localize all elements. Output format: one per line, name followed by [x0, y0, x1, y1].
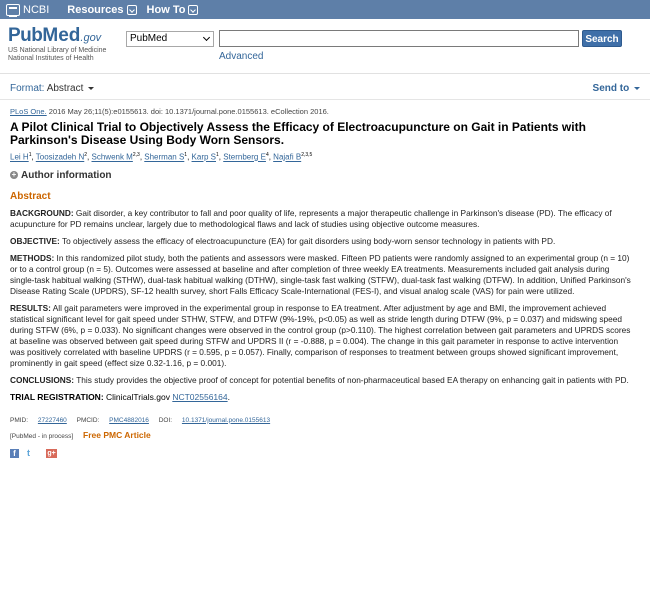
pubmed-status: [PubMed - in process]	[10, 432, 74, 440]
author-link[interactable]: Sternberg E	[223, 152, 266, 162]
resources-menu[interactable]	[67, 4, 136, 16]
trial-end: .	[227, 391, 230, 402]
caret-down-icon	[634, 87, 640, 90]
citation	[10, 107, 635, 116]
format-label: Format:	[10, 83, 45, 94]
abstract-section-text: All gait parameters were improved in the experimental group in response to EA treatment. After adjustment by age and BMI, the improvement achieved statistical significant level for gait speed under STHW, STFW, and DTFW (9%-19%, p<0.05) as well as stride length during DTFW (9%, p = 0.037) and midswing speed during STFW (6%, p = 0.033). No significant changes were observed in the control group (p>0.110). The highest correlation between gait parameters and UPRDS scores at baseline was observed between gait speed during STFW and UPDRS II (r = -0.888, p = 0.004). The change in this gait parameter in response to active intervention was positively correlated with baseline UPDRS (r = 0.595, p = 0.057). Finally, comparison of responses to treatment between groups showed significant improvement, prominently in gait speed (effect size 0.32-1.16, p = 0.001).	[10, 302, 631, 368]
author-info-label: Author information	[21, 169, 112, 181]
logo-gov: .gov	[80, 32, 102, 44]
pmcid-link[interactable]: PMC4882016	[109, 416, 149, 424]
trial-registry-name: ClinicalTrials.gov	[103, 391, 173, 402]
author-affiliation-number: 1	[184, 152, 188, 158]
pmcid-label: PMCID:	[76, 416, 100, 424]
chevron-down-icon	[203, 34, 210, 41]
author-information-toggle[interactable]	[10, 170, 635, 181]
facebook-icon[interactable]: f	[10, 449, 19, 458]
author-list: Lei $H^1$, Toosizadeh $N^2$, Schwenk M$^{2,3}$, Sherman $S^1$, Karp $S^1$, Sternberg $E^4$, Najafi B$^{2,3,5}$	[10, 152, 313, 162]
howto-label: How To	[146, 3, 186, 16]
abstract-section-label: OBJECTIVE:	[10, 235, 60, 246]
trial-id-link[interactable]: NCT02556164	[172, 391, 228, 402]
advanced-search-link[interactable]: Advanced	[219, 51, 264, 62]
author-affiliation-number: 1	[216, 152, 219, 158]
resources-label: Resources	[67, 3, 124, 16]
author-link[interactable]: Schwenk M	[91, 152, 133, 162]
ncbi-brand: NCBI	[23, 3, 50, 16]
author-affiliation-number: 1	[28, 152, 32, 158]
trial-registration	[10, 392, 635, 402]
doi-link[interactable]: 10.1371/journal.pone.0155613	[181, 416, 271, 424]
abstract-section-text: In this randomized pilot study, both the patients and assessors were masked. Fifteen PD patients were randomly assigned to an experimental group (n = 10) or to a control group (n = 5). Outcomes were assessed at baseline and after completion of three weekly EA treatments. Measurements included gait analysis during single-task habitual walking (STHW), dual-task habitual walking (DTHW), single-task fast walking (STFW), dual-task fast walking (DTFW). In addition, Unified Parkinson's Disease Rating Scale (UPDRS), SF-12 health survey, short Falls Efficacy Scale-International (FES-I), and visual analog scale (VAS) for pain were utilized.	[10, 252, 631, 296]
abstract-section-label: RESULTS:	[10, 302, 51, 313]
pmid-link[interactable]: 27227460	[37, 416, 67, 424]
send-to-dropdown[interactable]	[593, 83, 640, 94]
search-button[interactable]: Search	[582, 30, 622, 47]
pmid-label: PMID:	[10, 416, 29, 424]
abstract-section-text: This study provides the objective proof of concept for potential benefits of non-pharmaceutical based EA therapy on enhancing gait in patients with PD.	[74, 374, 629, 385]
abstract-paragraph	[10, 208, 635, 230]
abstract-sections	[10, 208, 635, 386]
abstract-section-label: METHODS:	[10, 252, 55, 263]
abstract-paragraph	[10, 253, 635, 297]
author-affiliation-number: 4	[265, 152, 269, 158]
logo-subtitle-nlm: US National Library of Medicine	[8, 47, 107, 54]
abstract-paragraph	[10, 303, 635, 369]
caret-down-icon	[88, 87, 94, 90]
identifiers	[10, 417, 635, 424]
ncbi-logo-icon	[6, 4, 20, 16]
author-affiliation-number: 2	[84, 152, 88, 158]
google-plus-icon[interactable]: g+	[47, 449, 56, 457]
search-header	[0, 19, 650, 74]
article-title: A Pilot Clinical Trial to Objectively Assess the Efficacy of Electroacupuncture on Gait in Patients with Parkinson's Disease Using Body Worn Sensors.	[10, 120, 586, 147]
abstract-section-text: To objectively assess the efficacy of electroacupuncture (EA) for gait disorders using body-worn sensor technology in patients with PD.	[59, 235, 556, 246]
social-share	[10, 449, 635, 458]
doi-label: DOI:	[158, 416, 173, 424]
pubmed-logo[interactable]	[8, 25, 106, 63]
author-link[interactable]: Toosizadeh N	[35, 152, 85, 162]
logo-pub: Pub	[8, 25, 43, 46]
format-dropdown[interactable]	[10, 83, 94, 94]
abstract-section-label: BACKGROUND:	[10, 207, 74, 218]
plus-icon: +	[11, 170, 17, 180]
trial-registration-label: TRIAL REGISTRATION:	[10, 391, 104, 402]
journal-link[interactable]: PLoS One.	[10, 107, 47, 116]
author-link[interactable]: Sherman S	[144, 152, 185, 162]
abstract-section-label: CONCLUSIONS:	[10, 374, 75, 385]
chevron-down-icon	[188, 5, 198, 15]
author-link[interactable]: Najafi B	[273, 152, 302, 162]
author-link[interactable]: Lei H	[10, 152, 29, 162]
ncbi-home-link[interactable]	[6, 4, 49, 16]
abstract-paragraph	[10, 375, 635, 386]
database-select[interactable]	[126, 31, 214, 47]
abstract-heading: Abstract	[10, 190, 51, 202]
chevron-down-icon	[127, 5, 137, 15]
abstract-section-text: Gait disorder, a key contributor to fall and poor quality of life, represents a major therapeutic challenge in Parkinson's disease (PD). The efficacy of acupuncture for PD remains unclear, largely due to methodological flaws and lack of studies using objective outcome measures.	[10, 207, 612, 229]
format-bar	[0, 74, 650, 100]
database-select-value: PubMed	[130, 33, 168, 44]
howto-menu[interactable]	[147, 4, 199, 16]
citation-details: 2016 May 26;11(5):e0155613. doi: 10.1371/journal.pone.0155613. eCollection 2016.	[46, 107, 329, 116]
article-content	[10, 107, 635, 458]
free-pmc-article-link[interactable]: Free PMC Article	[83, 429, 151, 440]
author-affiliation-number: 2,3,5	[301, 152, 313, 158]
logo-med: Med	[42, 25, 81, 46]
logo-subtitle-nih: National Institutes of Health	[8, 55, 94, 62]
ncbi-topbar	[0, 0, 650, 19]
status-line	[10, 430, 635, 440]
format-value: Abstract	[46, 83, 84, 94]
abstract-paragraph	[10, 236, 635, 247]
author-link[interactable]: Karp S	[191, 152, 216, 162]
send-to-label: Send to	[592, 83, 630, 94]
author-affiliation-number: 2,3	[132, 152, 140, 158]
twitter-icon[interactable]: t	[27, 447, 30, 458]
search-input[interactable]	[219, 30, 579, 47]
